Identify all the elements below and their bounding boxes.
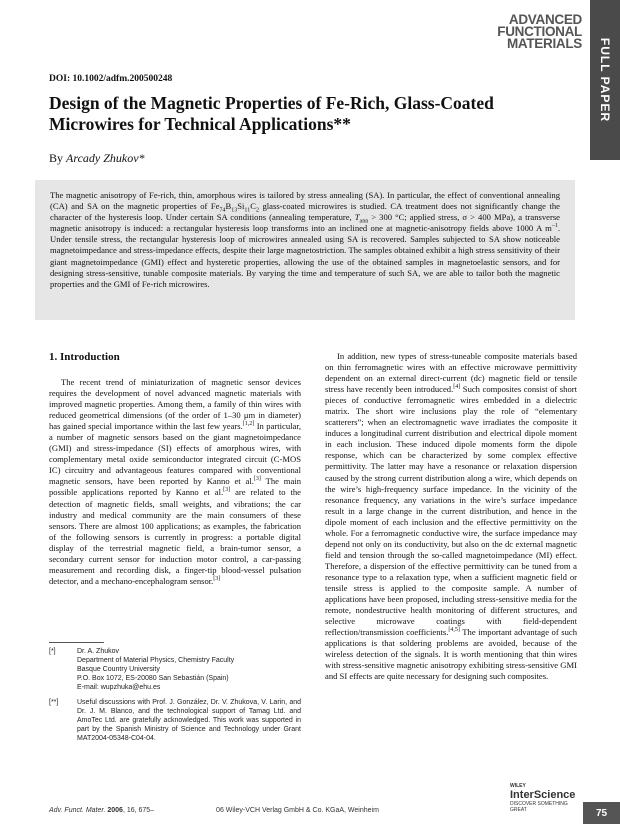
logo-line-3: MATERIALS <box>506 36 582 51</box>
footer-year: 2006 <box>107 807 123 814</box>
author-name: Arcady Zhukov* <box>66 151 145 165</box>
footer-journal: Adv. Funct. Mater. <box>49 807 106 814</box>
footnotes <box>49 647 301 749</box>
intro-paragraph-1: The recent trend of miniaturization of magnetic sensor devices requires the development of novel advanced magnetic materials with improved magnetic properties. Among them, a family of thin wires with reduced geometrical dimensions (of the order of 1–30 μm in diameter) has gained special importance within the last few years.[1,2] In particular, a number of magnetic sensors based on the giant magnetoimpedance (GMI) and stress-impedance (SI) effects of amorphous wires, with complementary metal oxide semiconductor integrated circuit (C-MOS IC) circuitry and advantageous features compared with conventional magnetic sensors, have been reported by Kanno et al.[3] The main possible applications reported by Kanno et al.[3] are related to the detection of magnetic fields, small weights, and vibrations; the car industry and medical community are the main consumers of these sensors. There are almost 100 applications; as examples, the fabrication of the following sensors is currently in progress: a portable digital display of the terrestrial magnetic field, a brain-tumor sensor, a secondary current sensor for induction motor control, a car-passing measurement and recording disk, a finger-tip blood-vessel pulsation detector, and a mechano-encephalogram sensor.[3] <box>49 377 301 586</box>
doi: DOI: 10.1002/adfm.200500248 <box>49 74 173 84</box>
right-column <box>325 351 577 682</box>
footnote-mark-author: [*] <box>49 648 56 655</box>
byline-by: By <box>49 151 64 165</box>
full-paper-tab <box>590 0 620 160</box>
acknowledgement-text: Useful discussions with Prof. J. González, Dr. V. Zhukova, V. Larin, and Dr. J. M. Blanco, and the technological support of Tamag Ltd. and AmoTec Ltd. are gratefully acknowledged. This work was supported in part by the Spanish Ministry of Science and Technology under Grant MAT2004-05348-C04-04. <box>77 699 301 742</box>
page-footer <box>49 807 580 814</box>
logo-line-1: ADVANCED <box>508 12 582 27</box>
footnote-rule <box>49 642 104 643</box>
section-heading-introduction: 1. Introduction <box>49 351 120 363</box>
author-line-4: P.O. Box 1072, ES-20080 San Sebastián (Spain) <box>77 675 229 682</box>
footnote-author <box>49 647 301 692</box>
intro-paragraph-2: In addition, new types of stress-tuneable composite materials based on thin ferromagnetic wires with an effective microwave permittivity dependent on an external direct-current (dc) magnetic field or tensile stress have recently been introduced.[4] Such composites consist of short pieces of conductive ferromagnetic wires embedded in a dielectric matrix. The short wire inclusions play the role of “elementary scatterers”; when an electromagnetic wave irradiates the composite it induces a longitudinal current distribution and electrical dipole moment in each inclusion. These induced dipole moments form the dipole response, which can be characterized by some complex effective permittivity. The latter may have a resonance or relaxation dispersion caused by the strong current distribution along a wire, which depends on the wire’s high-frequency surface impedance. In the vicinity of the resonance frequency, any variations in the wire’s surface impedance result in a large change in the current distribution, and hence in the dipole moment of each inclusion and the effective permittivity on the whole. For a ferromagnetic conductive wire, the surface impedance may depend not only on its conductivity, but also on the dc external magnetic field and tension through the so-called magnetoimpedance (MI) effect. Therefore, a dispersion of the effective permittivity can be tuned from a resonance type to a relaxation type, when a sufficient magnetic field or tensile stress is applied to the composite sample. A number of applications have been proposed, including stress-sensitive media for the remote, nondestructive health monitoring of different structures, and selective microwave coatings with field-dependent reflection/transmission coefficients.[4,5] The important advantage of such applications is that soldering problems are avoided, because of the wireless detection of the signals. It is worth mentioning that thin wires with stress-sensitive magnetic anisotropy exhibiting stress-sensitive GMI and SI effects are quite necessary for designing such composites. <box>325 351 578 682</box>
article-title: Design of the Magnetic Properties of Fe-Rich, Glass-Coated Microwires for Technical Applications** <box>49 93 494 134</box>
journal-logo <box>470 14 582 50</box>
abstract-text: The magnetic anisotropy of Fe-rich, thin, amorphous wires is tailored by stress annealing (SA). In particular, the effect of conventional annealing (CA) and SA on the magnetic properties of $Fe_{74}B_{13}Si_{11}C_2$ glass-coated microwires is studied. CA treatment does not significantly change the character of the hysteresis loop. Under certain SA conditions (annealing temperature, $T_{ann} > 300$ °C; applied stress, σ > 400 MPa), a transverse magnetic anisotropy is induced: a rectangular hysteresis loop transforms into an inclined one at magnetic-anisotropy fields above 1000 A $m^{-1}$. Under tensile stress, the rectangular hysteresis loop of microwires annealed using SA is recovered. Samples subjected to SA show noticeable magnetoimpedance and stress-impedance effects, despite their large magnetostriction. The samples obtained exhibit a high stress sensitivity of their giant magnetoimpedance (GMI) effect and hysteretic properties, allowing the use of the obtained samples in magnetoelastic sensors, and for designing stress-sensitive, tunable composite materials. By varying the time and temperature of such SA, we are able to tailor both the magnetic properties and the GMI of Fe-rich microwires. <box>50 190 560 289</box>
left-column <box>49 351 301 587</box>
footnote-acknowledgement <box>49 698 301 743</box>
footer-issue: , 16, 675– <box>122 807 155 814</box>
abstract-box <box>35 180 575 320</box>
author-line-2: Department of Material Physics, Chemistry Faculty <box>77 657 235 664</box>
byline <box>49 151 145 166</box>
author-line-1: Dr. A. Zhukov <box>77 648 120 655</box>
author-line-3: Basque Country University <box>77 666 160 673</box>
footnote-mark-ack: [**] <box>49 699 59 706</box>
full-paper-label: FULL PAPER <box>598 37 613 123</box>
author-email[interactable]: E-mail: wupzhuka@ehu.es <box>77 684 161 691</box>
logo-line-2: FUNCTIONAL <box>497 24 582 39</box>
footer-publisher: 06 Wiley-VCH Verlag GmbH & Co. KGaA, Weinheim <box>216 807 379 814</box>
page-number: 75 <box>583 802 620 824</box>
wiley-interscience-logo: WILEY InterScience DISCOVER SOMETHING GREAT <box>510 783 576 813</box>
